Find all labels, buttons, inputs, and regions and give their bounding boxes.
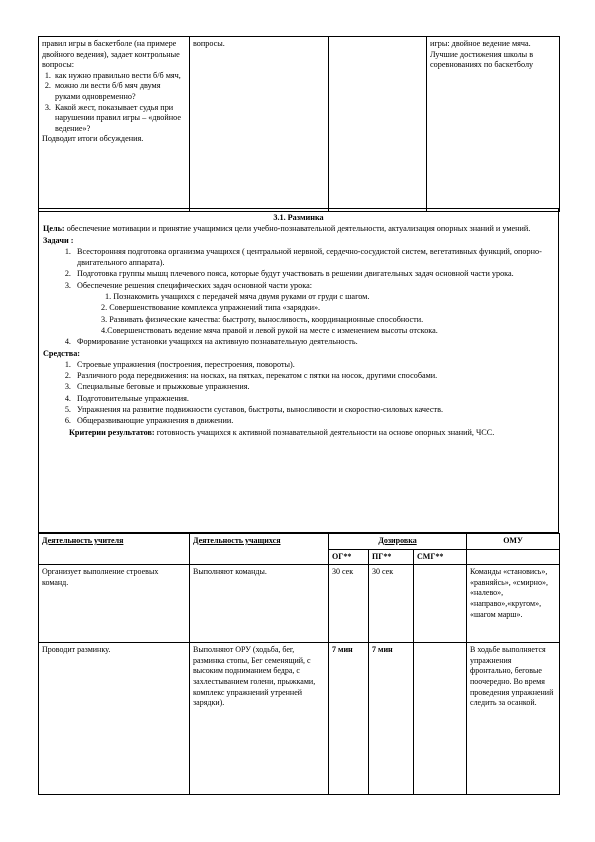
- teacher-cell: Организует выполнение строевых команд.: [39, 565, 190, 643]
- header-students: Деятельность учащихся: [190, 534, 329, 565]
- header-dosage: Дозировка: [329, 534, 467, 550]
- students-cell: Выполняют команды.: [190, 565, 329, 643]
- list-item: 3. Какой жест, показывает судья при нарушении правил игры – «двойное ведение»?: [53, 103, 186, 135]
- list-item: 2. Различного рода передвижения: на носках, на пятках, перекатом с пятки на носок, другими способами.: [73, 370, 554, 381]
- students-cell: Выполняют ОРУ (ходьба, бег, разминка стопы, Бег семенящий, с высоким подниманием бедра, с захлестыванием голени, прыжками, комплекс упражнений утренней зарядки).: [190, 643, 329, 795]
- top-continuation-table: [38, 36, 560, 212]
- omu-cell: Команды «становись», «равняйсь», «смирно», «налево», «направо»,«кругом», «шагом марш».: [467, 565, 560, 643]
- pg-cell: 30 сек: [369, 565, 414, 643]
- teacher-cell: Проводит разминку.: [39, 643, 190, 795]
- control-questions-list: [42, 71, 186, 135]
- pg-cell: 7 мин: [369, 643, 414, 795]
- teacher-activity-cell: [39, 37, 190, 212]
- smg-cell: [414, 565, 467, 643]
- table-row: [39, 565, 560, 643]
- list-item: 1. как нужно правильно вести б/б мяч,: [53, 71, 186, 82]
- header-teacher: Деятельность учителя: [39, 534, 190, 565]
- list-item: 5. Упражнения на развитие подвижности суставов, быстроты, выносливости и скоростно-силовых качеств.: [73, 404, 554, 415]
- og-cell: 7 мин: [329, 643, 369, 795]
- omu-cell: игры: двойное ведение мяча. Лучшие достижения школы в соревнованиях по баскетболу: [427, 37, 560, 212]
- student-activity-cell: вопросы.: [190, 37, 329, 212]
- teacher-intro: правил игры в баскетболе (на примере двойного ведения), задает контрольные вопросы:: [42, 39, 180, 70]
- list-item: 4. Формирование установки учащихся на активную познавательную деятельность.: [73, 336, 554, 347]
- subtask-item: 3. Развивать физические качества: быстроту, выносливость, координационные способности.: [101, 314, 424, 324]
- goal-text: обеспечение мотивации и принятие учащимися цели учебно-познавательной деятельности, актуализация опорных знаний и умений.: [66, 224, 531, 234]
- header-smg: СМГ**: [414, 549, 467, 565]
- criteria-label: Критерии результатов:: [69, 427, 155, 437]
- criteria-text: готовность учащихся к активной познавательной деятельности на основе опорных знаний, ЧСС.: [156, 427, 495, 437]
- warmup-section: [38, 208, 559, 533]
- criteria-paragraph: [43, 427, 554, 438]
- goal-label: Цель:: [43, 224, 65, 234]
- goal-paragraph: [43, 223, 554, 234]
- table-row: [39, 37, 560, 212]
- list-item: 2. Подготовка группы мышц плечевого пояса, которые будут участвовать в решении двигательных задач основной части урока.: [73, 268, 554, 279]
- list-item: 1. Всесторонняя подготовка организма учащихся ( центральной нервной, сердечно-сосудистой систем, вегетативных функций, опорно-двигательного аппарата).: [73, 246, 554, 269]
- activity-table: [38, 533, 560, 795]
- list-item: 4. Подготовительные упражнения.: [73, 393, 554, 404]
- means-list: [43, 359, 554, 427]
- smg-cell: [414, 643, 467, 795]
- means-label: Средства:: [43, 348, 81, 358]
- task-text: Обеспечение решения специфических задач основной части урока:: [77, 280, 312, 290]
- subtask-item: 1. Познакомить учащихся с передачей мяча двумя руками от груди с шагом.: [105, 292, 370, 302]
- subtask-item: 4.Совершенствовать ведение мяча правой и левой рукой на месте с изменением высоты отскока.: [101, 325, 438, 335]
- subtask-item: 2. Совершенствование комплекса упражнений типа «зарядки».: [101, 303, 321, 313]
- header-og: ОГ**: [329, 549, 369, 565]
- table-header-row: [39, 534, 560, 550]
- table-row: [39, 643, 560, 795]
- teacher-summary: Подводит итоги обсуждения.: [42, 134, 144, 144]
- og-cell: 30 сек: [329, 565, 369, 643]
- list-item: 6. Общеразвивающие упражнения в движении.: [73, 415, 554, 426]
- header-omu-sub: [467, 549, 560, 565]
- dosage-cell: [329, 37, 427, 212]
- omu-cell: В ходьбе выполняется упражнения фронтально, беговые поочередно. Во время проведения упражнений следить за осанкой.: [467, 643, 560, 795]
- list-item: [73, 280, 554, 336]
- header-pg: ПГ**: [369, 549, 414, 565]
- header-omu: ОМУ: [467, 534, 560, 550]
- list-item: 2. можно ли вести б/б мяч двумя руками одновременно?: [53, 81, 186, 102]
- tasks-list: [43, 246, 554, 348]
- list-item: 1. Строевые упражнения (построения, перестроения, повороты).: [73, 359, 554, 370]
- list-item: 3. Специальные беговые и прыжковые упражнения.: [73, 381, 554, 392]
- tasks-label: Задачи :: [43, 235, 74, 245]
- section-title: 3.1. Разминка: [273, 213, 324, 222]
